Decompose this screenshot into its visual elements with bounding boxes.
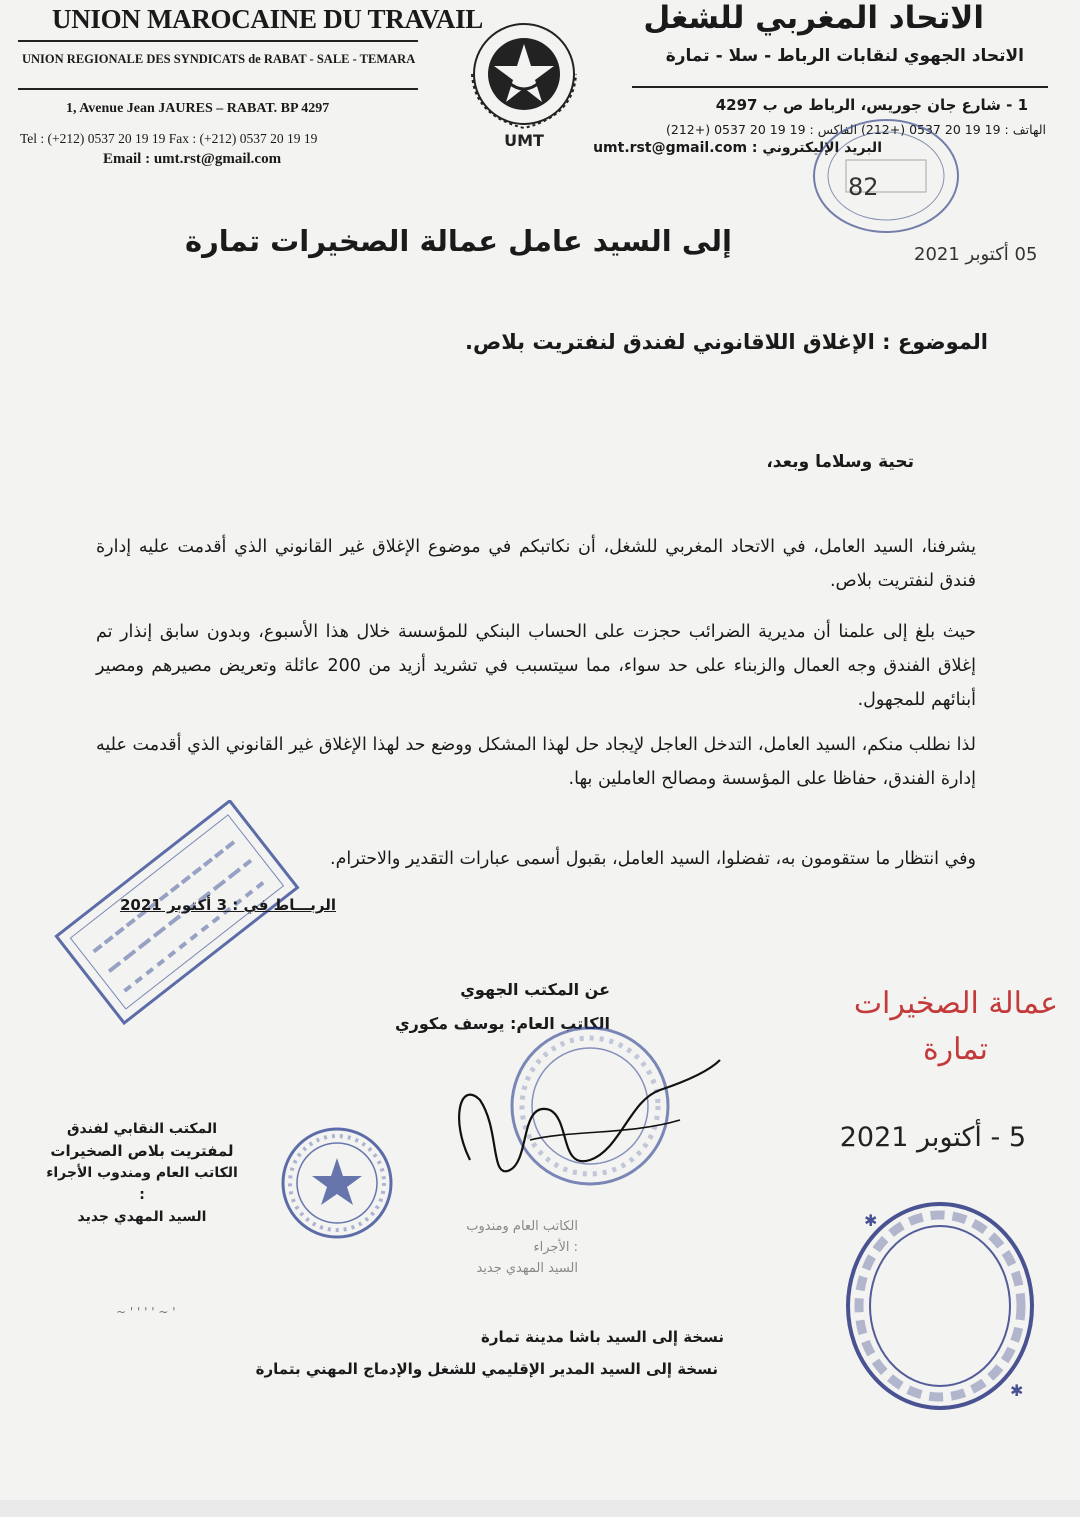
header-union-ar: الاتحاد المغربي للشغل: [643, 0, 984, 36]
copy-recipient-1: نسخة إلى السيد باشا مدينة تمارة: [481, 1328, 724, 1346]
scribble-mark: ~ ' ' ' ' ~ ': [116, 1305, 176, 1319]
paragraph-3: لذا نطلب منكم، السيد العامل، التدخل العاجل لإيجاد حل لهذا المشكل ووضع حد لهذا الإغلاق غير القانوني الذي أقدمت عليه إدارة الفندق، حفاظا على المؤسسة ومصالح العاملين بها.: [96, 735, 976, 789]
secretary-general: الكاتب العام: يوسف مكوري: [394, 1014, 610, 1033]
svg-text:✱: ✱: [1010, 1381, 1024, 1400]
header-address-ar: 1 - شارع جان جوريس، الرباط ص ب 4297: [715, 96, 1028, 114]
hotel-office-line-2: لمفتريت بلاص الصخيرات: [50, 1142, 234, 1160]
handwritten-prefecture: عمالة الصخيرات: [853, 986, 1058, 1021]
header-rule-ar: [632, 86, 1048, 88]
received-number: 82: [848, 173, 879, 201]
union-office-stamp-icon: [38, 800, 308, 1030]
signature-icon: [440, 1040, 730, 1190]
recipient: إلى السيد عامل عمالة الصخيرات تمارة: [184, 224, 732, 258]
signatory-office: عن المكتب الجهوي: [460, 980, 610, 999]
header-regional-ar: الاتحاد الجهوي لنقابات الرباط - سلا - تمارة: [665, 46, 1024, 66]
faded-hotel-stamp-text: الكاتب العام ومندوب الأجراء : السيد المهدي جديد: [466, 1219, 578, 1276]
hotel-office-line-3: الكاتب العام ومندوب الأجراء :: [46, 1165, 238, 1203]
received-date: 05 أكتوبر 2021: [914, 244, 1038, 265]
paragraph-2: حيث بلغ إلى علمنا أن مديرية الضرائب حجزت على الحساب البنكي للمؤسسة خلال هذا الأسبوع، وبدون سابق إنذار تم إغلاق الفندق وجه العمال والزبناء على حد سواء، مما سيتسبب في تشريد أزيد من 200 عائلة وتعريض مصيرهم ومصير أبنائهم للمجهول.: [96, 622, 976, 710]
place-date: الربـــاط في : 3 أكتوبر 2021: [120, 896, 336, 914]
header-union-fr: UNION MAROCAINE DU TRAVAIL: [52, 4, 484, 34]
hotel-union-seal-icon: [278, 1124, 396, 1242]
hotel-union-office: [42, 1118, 242, 1228]
header-email-ar: البريد الإليكتروني : umt.rst@gmail.com: [593, 140, 882, 156]
header-rule-fr-1: [18, 40, 418, 42]
hotel-office-line-4: السيد المهدي جديد: [77, 1209, 207, 1225]
scan-footer-bar: [0, 1500, 1080, 1517]
hotel-office-line-1: المكتب النقابي لفندق: [66, 1121, 218, 1137]
svg-text:✱: ✱: [864, 1211, 878, 1230]
copy-recipient-2: نسخة إلى السيد المدير الإقليمي للشغل والإدماج المهني بتمارة: [255, 1360, 718, 1378]
handwritten-date: 5 - أكتوبر 2021: [839, 1122, 1026, 1153]
header-tel-fr: Tel : (+212) 0537 20 19 19 Fax : (+212) 0537 20 19 19: [20, 131, 318, 146]
header-rule-fr-2: [18, 88, 418, 90]
logo-label: UMT: [504, 131, 544, 150]
header-tel-ar: الهاتف : 19 19 20 0537 (+212) الفاكس : 19 19 20 0537 (+212): [666, 122, 1046, 137]
umt-logo-icon: [458, 12, 590, 152]
handwritten-city: تمارة: [922, 1032, 988, 1067]
paragraph-1: يشرفنا، السيد العامل، في الاتحاد المغربي للشغل، أن نكاتبكم في موضوع الإغلاق غير القانوني الذي أقدمت عليه إدارة فندق لنفتريت بلاص.: [96, 537, 976, 591]
subject: الموضوع : الإغلاق اللاقانوني لفندق لنفتريت بلاص.: [464, 330, 988, 354]
header-address-fr: 1, Avenue Jean JAURES – RABAT. BP 4297: [66, 101, 330, 116]
header-regional-fr: UNION REGIONALE DES SYNDICATS de RABAT - SALE - TEMARA: [22, 52, 416, 66]
prefecture-seal-icon: [840, 1196, 1040, 1416]
received-stamp-icon: [806, 118, 966, 258]
greeting: تحية وسلاما وبعد،: [766, 452, 914, 472]
paragraph-4: وفي انتظار ما ستقومون به، تفضلوا، السيد العامل، بقبول أسمى عبارات التقدير والاحترام.: [330, 849, 976, 869]
header-email-fr: Email : umt.rst@gmail.com: [103, 151, 282, 167]
